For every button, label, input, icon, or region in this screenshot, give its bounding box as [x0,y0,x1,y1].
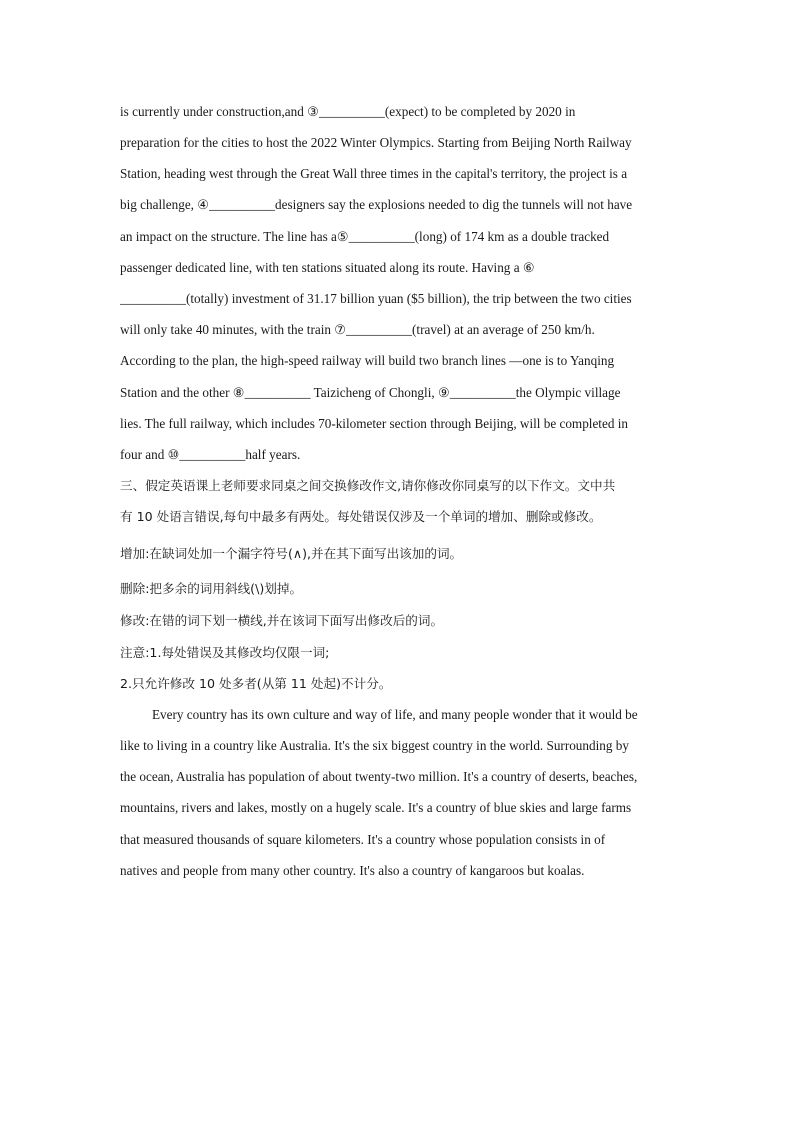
delete-rule: 删除:把多余的词用斜线(\)划掉。 [120,581,303,596]
passage-line: Station and the other ⑧__________ Taizicheng of Chongli, ⑨__________the Olympic village [120,385,621,400]
section-title-cont: 有 10 处语言错误,每句中最多有两处。每处错误仅涉及一个单词的增加、删除或修改。 [120,509,602,524]
passage-line: lies. The full railway, which includes 70-kilometer section through Beijing, will be completed in [120,416,628,431]
essay-line: that measured thousands of square kilometers. It's a country whose population consists in of [120,832,606,847]
passage-line: Station, heading west through the Great Wall three times in the capital's territory, the project is a [120,166,628,181]
essay-line: Every country has its own culture and way of life, and many people wonder that it would be [152,707,638,722]
note-1: 注意:1.每处错误及其修改均仅限一词; [120,645,330,660]
essay-line: natives and people from many other country. It's also a country of kangaroos but koalas. [120,863,585,878]
passage-line: passenger dedicated line, with ten stations situated along its route. Having a ⑥ [120,260,535,275]
passage-line: will only take 40 minutes, with the train ⑦__________(travel) at an average of 250 km/h. [120,322,595,337]
passage-line: preparation for the cities to host the 2022 Winter Olympics. Starting from Beijing North Railway [120,135,632,150]
essay-line: the ocean, Australia has population of about twenty-two million. It's a country of deserts, beaches, [120,769,638,784]
passage-line: is currently under construction,and ③__________(expect) to be completed by 2020 in [120,104,576,119]
passage-line: __________(totally) investment of 31.17 billion yuan ($5 billion), the trip between the two cities [120,291,632,306]
passage-line: According to the plan, the high-speed railway will build two branch lines —one is to Yanqing [120,353,615,368]
essay-line: mountains, rivers and lakes, mostly on a hugely scale. It's a country of blue skies and large farms [120,800,632,815]
add-rule: 增加:在缺词处加一个漏字符号(∧),并在其下面写出该加的词。 [120,546,463,561]
passage-line: an impact on the structure. The line has a⑤__________(long) of 174 km as a double tracked [120,229,610,244]
passage-line: big challenge, ④__________designers say the explosions needed to dig the tunnels will not have [120,197,633,212]
passage-line: four and ⑩__________half years. [120,447,301,462]
note-2: 2.只允许修改 10 处多者(从第 11 处起)不计分。 [120,676,392,691]
essay-line: like to living in a country like Australia. It's the six biggest country in the world. Surrounding by [120,738,629,753]
modify-rule: 修改:在错的词下划一横线,并在该词下面写出修改后的词。 [120,613,444,628]
section-title: 三、假定英语课上老师要求同桌之间交换修改作文,请你修改你同桌写的以下作文。文中共 [120,478,616,493]
